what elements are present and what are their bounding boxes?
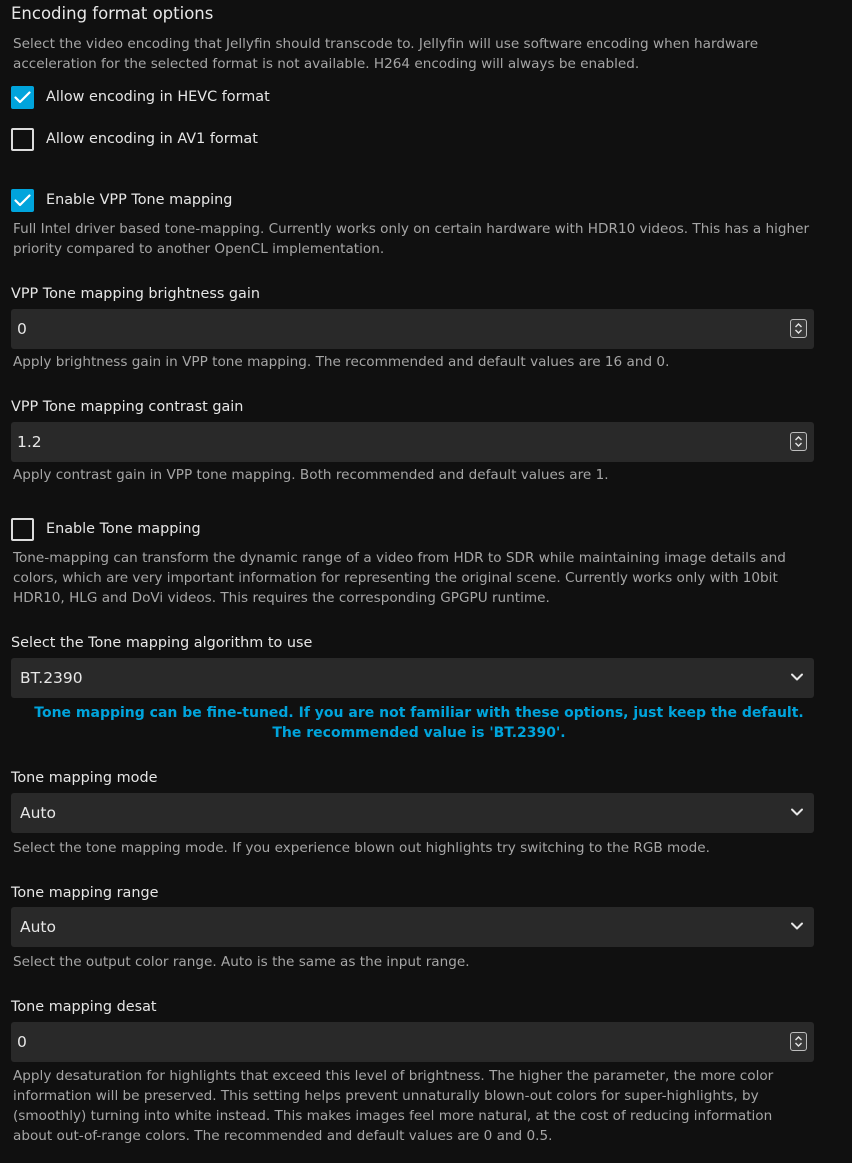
encoding-description: Select the video encoding that Jellyfin should transcode to. Jellyfin will use software encoding when hardware acceleration for the selected format is not available. H264 encoding will always be enabled. bbox=[13, 36, 759, 72]
spinner-arrows-icon bbox=[794, 1035, 803, 1048]
tonemap-algorithm-select[interactable] bbox=[11, 658, 814, 698]
tonemap-range-value: Auto bbox=[20, 918, 56, 936]
vpp-brightness-help: Apply brightness gain in VPP tone mapping. The recommended and default values are 16 and 0. bbox=[13, 354, 670, 370]
vpp-tonemap-checkbox[interactable] bbox=[11, 189, 34, 212]
av1-checkbox-label: Allow encoding in AV1 format bbox=[46, 131, 258, 147]
tonemap-mode-label: Tone mapping mode bbox=[11, 770, 158, 786]
tonemap-algorithm-info: Tone mapping can be fine-tuned. If you are not familiar with these options, just keep the default. The recommended value is 'BT.2390'. bbox=[34, 705, 804, 741]
tonemap-algorithm-label: Select the Tone mapping algorithm to use bbox=[11, 635, 313, 651]
tonemap-range-label: Tone mapping range bbox=[11, 885, 159, 901]
tonemap-mode-help: Select the tone mapping mode. If you experience blown out highlights try switching to the RGB mode. bbox=[13, 840, 710, 856]
tonemap-description: Tone-mapping can transform the dynamic range of a video from HDR to SDR while maintaining image details and colors, which are very important information for representing the original scene. Currently works only with 10bit HDR10, HLG and DoVi videos. This requires the corresponding GPGPU runtime. bbox=[13, 550, 786, 606]
checkmark-icon bbox=[14, 194, 31, 207]
vpp-contrast-input[interactable] bbox=[11, 422, 771, 462]
section-title-encoding: Encoding format options bbox=[11, 4, 214, 23]
chevron-down-icon bbox=[790, 807, 804, 817]
av1-checkbox-row[interactable] bbox=[11, 126, 258, 152]
number-spinner[interactable] bbox=[790, 1032, 807, 1051]
tonemap-desat-input[interactable] bbox=[11, 1022, 771, 1062]
tonemap-checkbox-label: Enable Tone mapping bbox=[46, 521, 201, 537]
tonemap-checkbox[interactable] bbox=[11, 518, 34, 541]
tonemap-desat-field[interactable] bbox=[11, 1022, 814, 1062]
tonemap-range-help: Select the output color range. Auto is the same as the input range. bbox=[13, 954, 470, 970]
vpp-contrast-label: VPP Tone mapping contrast gain bbox=[11, 399, 244, 415]
hevc-checkbox-label: Allow encoding in HEVC format bbox=[46, 89, 270, 105]
hevc-checkbox-row[interactable] bbox=[11, 84, 270, 110]
vpp-brightness-input[interactable] bbox=[11, 309, 771, 349]
tonemap-desat-help: Apply desaturation for highlights that exceed this level of brightness. The higher the parameter, the more color information will be preserved. This setting helps prevent unnaturally blown-out colors for super-highlights, by (smoothly) turning into white instead. This makes images feel more natural, at the cost of reducing information about out-of-range colors. The recommended and default values are 0 and 0.5. bbox=[13, 1068, 774, 1144]
vpp-brightness-label: VPP Tone mapping brightness gain bbox=[11, 286, 260, 302]
vpp-contrast-field[interactable] bbox=[11, 422, 814, 462]
number-spinner[interactable] bbox=[790, 319, 807, 338]
checkmark-icon bbox=[14, 91, 31, 104]
vpp-tonemap-checkbox-row[interactable] bbox=[11, 187, 232, 213]
vpp-tonemap-checkbox-label: Enable VPP Tone mapping bbox=[46, 192, 233, 208]
number-spinner[interactable] bbox=[790, 432, 807, 451]
tonemap-checkbox-row[interactable] bbox=[11, 516, 201, 542]
spinner-arrows-icon bbox=[794, 322, 803, 335]
hevc-checkbox[interactable] bbox=[11, 86, 34, 109]
chevron-down-icon bbox=[790, 672, 804, 682]
tonemap-desat-label: Tone mapping desat bbox=[11, 999, 157, 1015]
tonemap-mode-value: Auto bbox=[20, 804, 56, 822]
tonemap-algorithm-value: BT.2390 bbox=[20, 669, 83, 687]
spinner-arrows-icon bbox=[794, 435, 803, 448]
tonemap-mode-select[interactable] bbox=[11, 793, 814, 833]
vpp-contrast-help: Apply contrast gain in VPP tone mapping. Both recommended and default values are 1. bbox=[13, 467, 609, 483]
av1-checkbox[interactable] bbox=[11, 128, 34, 151]
vpp-brightness-field[interactable] bbox=[11, 309, 814, 349]
tonemap-range-select[interactable] bbox=[11, 907, 814, 947]
vpp-tonemap-description: Full Intel driver based tone-mapping. Currently works only on certain hardware with HDR10 videos. This has a higher priority compared to another OpenCL implementation. bbox=[13, 221, 810, 257]
chevron-down-icon bbox=[790, 921, 804, 931]
